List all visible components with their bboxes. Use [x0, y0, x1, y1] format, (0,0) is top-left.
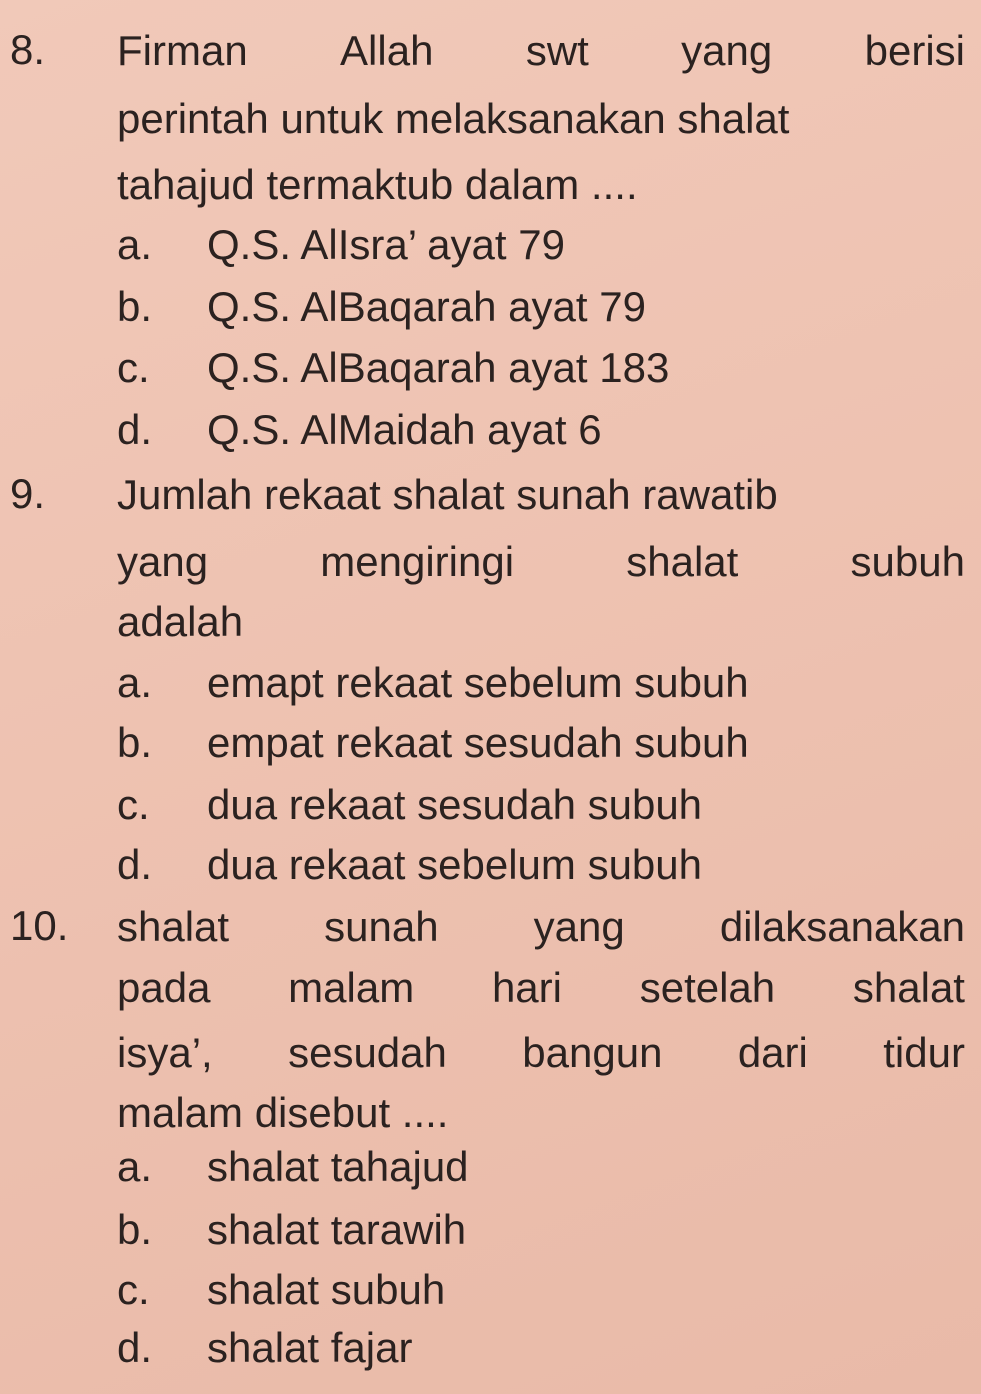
option-letter: d. — [117, 841, 153, 888]
question-text-line — [117, 26, 965, 76]
option-letter: b. — [117, 719, 153, 766]
option-letter: a. — [117, 1143, 153, 1190]
option-text: dua rekaat sebelum subuh — [207, 841, 702, 888]
option-text: shalat tahajud — [207, 1143, 469, 1190]
word: shalat — [117, 903, 230, 950]
word: pada — [117, 964, 211, 1011]
option-letter: d. — [117, 1324, 153, 1371]
word: hari — [491, 964, 562, 1011]
answer-option — [117, 282, 646, 332]
answer-option — [117, 658, 749, 708]
option-letter: b. — [117, 1206, 153, 1253]
question-text-line: adalah — [117, 598, 244, 645]
answer-option — [117, 840, 702, 890]
option-letter: b. — [117, 283, 153, 330]
question-number: 9. — [10, 470, 46, 517]
option-letter: c. — [117, 1266, 150, 1313]
word: malam — [288, 964, 415, 1011]
option-letter: a. — [117, 221, 153, 268]
word: Firman — [117, 27, 248, 74]
question-text-line — [117, 963, 965, 1013]
option-text: Q.S. AlBaqarah ayat 183 — [207, 344, 670, 391]
word: bangun — [522, 1029, 663, 1076]
word: swt — [525, 27, 589, 74]
answer-option — [117, 405, 602, 455]
word: subuh — [850, 538, 965, 585]
word: sesudah — [288, 1029, 447, 1076]
word: dilaksanakan — [719, 903, 965, 950]
word: setelah — [639, 964, 776, 1011]
option-letter: c. — [117, 344, 150, 391]
answer-option — [117, 718, 749, 768]
answer-option — [117, 1205, 466, 1255]
word: sunah — [324, 903, 439, 950]
answer-option — [117, 780, 702, 830]
option-letter: a. — [117, 659, 153, 706]
option-text: empat rekaat sesudah subuh — [207, 719, 749, 766]
option-text: Q.S. AlIsra’ ayat 79 — [207, 221, 565, 268]
word: tidur — [883, 1029, 965, 1076]
word: berisi — [864, 27, 965, 74]
question-number: 10. — [10, 902, 69, 949]
question-text-line: malam disebut .... — [117, 1089, 449, 1136]
option-letter: c. — [117, 781, 150, 828]
option-text: shalat tarawih — [207, 1206, 467, 1253]
word: dari — [737, 1029, 808, 1076]
word: mengiringi — [320, 538, 515, 585]
option-text: dua rekaat sesudah subuh — [207, 781, 703, 828]
answer-option — [117, 343, 669, 393]
question-text-line: tahajud termaktub dalam .... — [117, 161, 638, 208]
word: isya’, — [117, 1029, 213, 1076]
answer-option — [117, 1142, 469, 1192]
answer-option — [117, 220, 565, 270]
word: yang — [681, 27, 773, 74]
option-text: emapt rekaat sebelum subuh — [207, 659, 749, 706]
answer-option — [117, 1323, 412, 1373]
word: shalat — [626, 538, 739, 585]
question-number: 8. — [10, 26, 46, 73]
option-letter: d. — [117, 406, 153, 453]
question-text-line: perintah untuk melaksanakan shalat — [117, 95, 790, 142]
question-text-line — [117, 1028, 965, 1078]
question-text-line — [117, 537, 965, 587]
question-text-line: Jumlah rekaat shalat sunah rawatib — [117, 471, 778, 518]
question-text-line — [117, 902, 965, 952]
option-text: Q.S. AlBaqarah ayat 79 — [207, 283, 646, 330]
answer-option — [117, 1265, 445, 1315]
option-text: shalat subuh — [207, 1266, 446, 1313]
word: yang — [533, 903, 625, 950]
word: Allah — [340, 27, 434, 74]
word: yang — [117, 538, 209, 585]
word: shalat — [852, 964, 965, 1011]
option-text: shalat fajar — [207, 1324, 413, 1371]
option-text: Q.S. AlMaidah ayat 6 — [207, 406, 602, 453]
